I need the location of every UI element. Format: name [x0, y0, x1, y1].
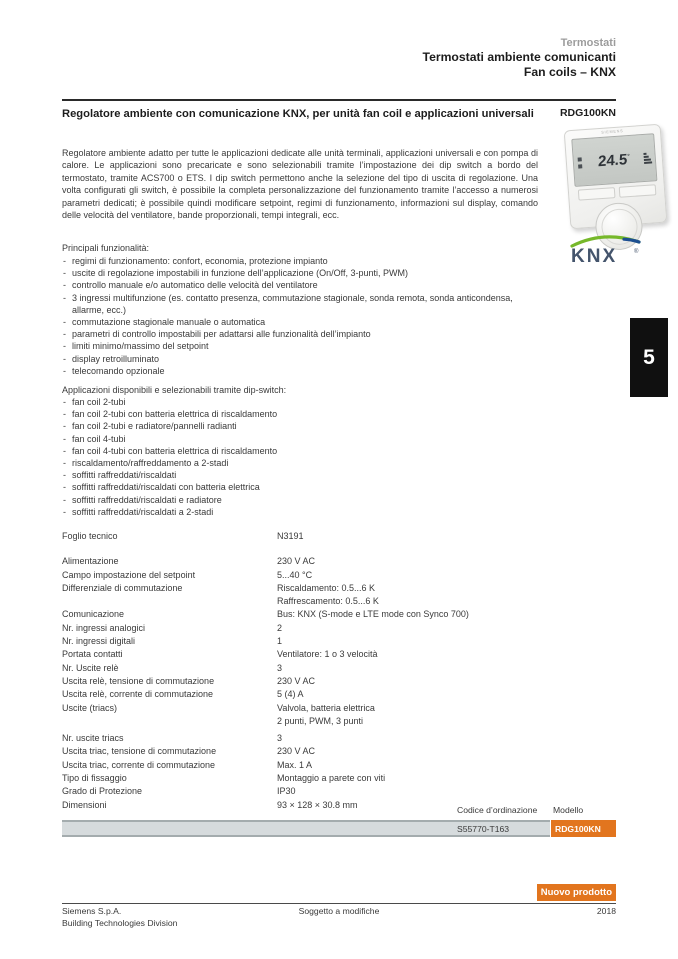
feature-item: - commutazione stagionale manuale o automatica [62, 316, 538, 328]
lcd-temperature [584, 149, 644, 170]
page-footer [62, 906, 616, 929]
feature-item: - controllo manuale e/o automatico delle velocità del ventilatore [62, 279, 538, 291]
spec-row [62, 785, 616, 798]
spec-label: Nr. ingressi analogici [62, 622, 146, 633]
product-model: RDG100KN [559, 107, 616, 119]
siemens-label: SIEMENS [601, 129, 624, 136]
product-title: Regolatore ambiente con comunicazione KNX, per unità fan coil e applicazioni universali [62, 108, 534, 120]
spec-label: Uscita triac, corrente di commutazione [62, 759, 216, 770]
spec-values [277, 530, 616, 543]
header-rule [62, 99, 616, 101]
spec-row [62, 732, 616, 745]
spec-value: 5 (4) A [277, 689, 304, 700]
footer-rule [62, 903, 616, 904]
spec-row [62, 622, 616, 635]
order-table-headers [62, 804, 616, 819]
spec-value: Montaggio a parete con viti [277, 773, 386, 784]
header-category: Termostati [560, 37, 616, 49]
specs-table [62, 530, 616, 812]
left-button [577, 187, 615, 201]
application-item: - soffitti raffreddati/riscaldati con batteria elettrica [62, 481, 538, 493]
applications-list [62, 396, 538, 518]
spec-value: 230 V AC [277, 556, 316, 567]
spec-label: Alimentazione [62, 556, 119, 567]
applications-heading: Applicazioni disponibili e selezionabili tramite dip-switch: [62, 385, 287, 395]
spec-group [62, 555, 616, 728]
spec-value: Raffrescamento: 0.5...6 K [277, 596, 379, 607]
spec-value: 1 [277, 636, 283, 647]
spec-row [62, 530, 616, 543]
application-item: - fan coil 2-tubi e radiatore/pannelli radianti [62, 420, 538, 432]
footer-company [62, 906, 247, 929]
spec-values [277, 759, 616, 772]
spec-values [277, 772, 616, 785]
footer-division: Building Technologies Division [62, 917, 178, 928]
spec-values [277, 622, 616, 635]
spec-row [62, 772, 616, 785]
spec-row [62, 759, 616, 772]
spec-value: N3191 [277, 531, 304, 541]
order-model-cell: RDG100KN [551, 820, 616, 837]
spec-label: Nr. Uscite relè [62, 662, 119, 673]
header-subtitle: Fan coils – KNX [523, 65, 616, 79]
spec-row [62, 635, 616, 648]
spec-values [277, 662, 616, 675]
application-item: - fan coil 4-tubi [62, 433, 538, 445]
knx-trademark: ® [634, 249, 639, 255]
spec-values [277, 675, 616, 688]
footer-year: 2018 [596, 906, 617, 916]
section-tab: 5 [630, 318, 668, 397]
spec-row [62, 555, 616, 568]
application-item: - fan coil 2-tubi [62, 396, 538, 408]
spec-label: Tipo di fissaggio [62, 773, 127, 784]
feature-item: - limiti minimo/massimo del setpoint [62, 340, 538, 352]
spec-values [277, 745, 616, 758]
right-button [618, 184, 656, 198]
spec-label: Nr. uscite triacs [62, 733, 124, 744]
footer-note: Soggetto a modifiche [298, 906, 380, 916]
feature-item: - uscite di regolazione impostabili in funzione dell’applicazione (On/Off, 3-punti, PWM) [62, 267, 538, 279]
knx-logo [566, 231, 646, 267]
spec-label: Portata contatti [62, 649, 123, 660]
spec-value: 2 punti, PWM, 3 punti [277, 715, 364, 726]
order-table-row [62, 820, 616, 837]
application-item: - soffitti raffreddati/riscaldati e radiatore [62, 494, 538, 506]
features-list [62, 255, 538, 377]
spec-value: 230 V AC [277, 746, 316, 757]
spec-value: 230 V AC [277, 675, 316, 686]
fan-speed-bars-icon [643, 152, 653, 164]
new-product-badge: Nuovo prodotto [537, 884, 616, 901]
spec-values [277, 555, 616, 568]
spec-values [277, 702, 616, 729]
header-title: Termostati ambiente comunicanti [422, 50, 616, 64]
thermostat-buttons [569, 184, 665, 202]
spec-label: Comunicazione [62, 609, 125, 620]
feature-item: - 3 ingressi multifunzione (es. contatto presenza, commutazione stagionale, sonda remota, sonda anticondensa, allarme, ecc.) [62, 292, 538, 316]
lcd-value: 24.5 [597, 150, 628, 170]
spec-label: Differenziale di commutazione [62, 582, 183, 593]
spec-label: Uscita relè, corrente di commutazione [62, 689, 214, 700]
application-item: - fan coil 4-tubi con batteria elettrica di riscaldamento [62, 445, 538, 457]
spec-value: Valvola, batteria elettrica [277, 702, 375, 713]
spec-values [277, 785, 616, 798]
feature-item: - parametri di controllo impostabili per adattarsi alle funzionalità dell’impianto [62, 328, 538, 340]
spec-value: 3 [277, 662, 283, 673]
thermostat-lcd [571, 133, 657, 187]
spec-row [62, 688, 616, 701]
spec-value: 3 [277, 733, 283, 744]
spec-values [277, 582, 616, 609]
order-model-header: Modello [553, 805, 584, 815]
order-table [62, 804, 616, 837]
order-code-header: Codice d’ordinazione [457, 805, 538, 815]
thermostat-image [564, 124, 668, 230]
feature-item: - regimi di funzionamento: confort, economia, protezione impianto [62, 255, 538, 267]
spec-value: 2 [277, 622, 283, 633]
spec-value: Riscaldamento: 0.5...6 K [277, 582, 376, 593]
spec-group [62, 530, 616, 543]
spec-values [277, 635, 616, 648]
application-item: - soffitti raffreddati/riscaldati [62, 469, 538, 481]
spec-label: Grado di Protezione [62, 786, 143, 797]
spec-value: 93 × 128 × 30.8 mm [277, 799, 358, 810]
spec-row [62, 662, 616, 675]
feature-item: - telecomando opzionale [62, 365, 538, 377]
spec-label: Nr. ingressi digitali [62, 636, 136, 647]
spec-row [62, 745, 616, 758]
spec-label: Campo impostazione del setpoint [62, 569, 196, 580]
spec-row [62, 569, 616, 582]
footer-company-name: Siemens S.p.A. [62, 906, 122, 916]
spec-label: Dimensioni [62, 799, 107, 810]
spec-values [277, 569, 616, 582]
spec-label: Foglio tecnico [62, 531, 118, 541]
spec-value: Max. 1 A [277, 759, 313, 770]
order-code-cell [62, 820, 550, 837]
spec-row [62, 608, 616, 621]
spec-label: Uscite (triacs) [62, 702, 118, 713]
spec-value: IP30 [277, 786, 296, 797]
feature-item: - display retroilluminato [62, 353, 538, 365]
application-item: - fan coil 2-tubi con batteria elettrica di riscaldamento [62, 408, 538, 420]
spec-values [277, 648, 616, 661]
order-code-value: S55770-T163 [457, 823, 510, 834]
spec-values [277, 688, 616, 701]
application-item: - soffitti raffreddati/riscaldati a 2-stadi [62, 506, 538, 518]
application-item: - riscaldamento/raffreddamento a 2-stadi [62, 457, 538, 469]
spec-row [62, 702, 616, 729]
degree-icon: ° [627, 153, 630, 160]
spec-group [62, 732, 616, 812]
spec-value: Ventilatore: 1 o 3 velocità [277, 649, 378, 660]
product-intro: Regolatore ambiente adatto per tutte le applicazioni dedicate alle unità terminali, applicazioni universali e con pompa di calore. Le applicazioni sono precaricate e sono selezionabili tramite l’impostazione dei dip switch a bordo del termostato, tramite ACS700 o ETS. I dip switch permettono anche la selezione del tipo di uscita di regolazione. Una volta configurati gli switch, è possibile la completa personalizzazione del funzionamento tramite l’accesso a numerosi parametri dedicati; è possibile quindi modificare setpoint, regimi di funzionamento, informazioni sul display, comando delle velocità del ventilatore, bande proporzionali, tempi integrali, ecc. [62, 148, 538, 221]
spec-row [62, 675, 616, 688]
product-title-row [62, 107, 616, 121]
spec-row [62, 648, 616, 661]
spec-label: Uscita triac, tensione di commutazione [62, 746, 217, 757]
knx-logo-text: KNX [571, 246, 618, 267]
spec-value: Bus: KNX (S-mode e LTE mode con Synco 700) [277, 609, 469, 620]
spec-values [277, 732, 616, 745]
features-heading: Principali funzionalità: [62, 243, 150, 253]
spec-row [62, 582, 616, 609]
spec-value: 5...40 °C [277, 569, 313, 580]
spec-values [277, 608, 616, 621]
page-header [62, 36, 616, 80]
spec-label: Uscita relè, tensione di commutazione [62, 675, 215, 686]
